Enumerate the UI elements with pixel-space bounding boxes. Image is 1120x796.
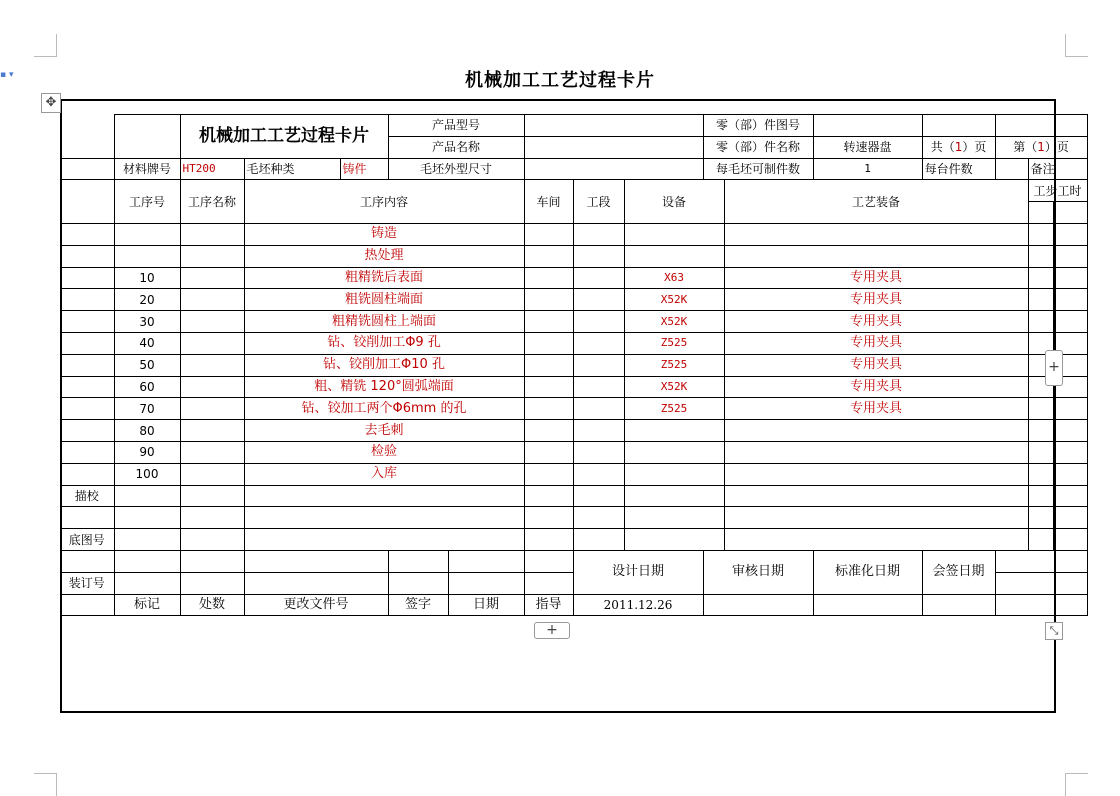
- margin-cell: [60, 550, 114, 572]
- empty-cell[interactable]: [114, 507, 180, 529]
- op-section[interactable]: [573, 332, 624, 354]
- margin-cell: [60, 594, 114, 616]
- op-tooling[interactable]: [724, 223, 1028, 245]
- empty-cell[interactable]: [114, 572, 180, 594]
- page-corner-mark: [1065, 34, 1088, 57]
- table-row: [60, 420, 1087, 442]
- margin-cell: [60, 332, 114, 354]
- count-label: 处数: [180, 594, 244, 616]
- op-tooling[interactable]: 专用夹具: [724, 398, 1028, 420]
- empty-cell[interactable]: [524, 507, 573, 529]
- op-tooling[interactable]: [724, 420, 1028, 442]
- empty-cell[interactable]: [448, 550, 524, 572]
- empty-cell[interactable]: [524, 572, 573, 594]
- op-name[interactable]: [180, 441, 244, 463]
- op-workshop[interactable]: [524, 398, 573, 420]
- remark-label: 备注: [1028, 158, 1087, 180]
- empty-cell[interactable]: [524, 550, 573, 572]
- col-tooling: 工艺装备: [724, 180, 1028, 224]
- op-tooling[interactable]: [724, 441, 1028, 463]
- op-section[interactable]: [573, 245, 624, 267]
- plus-icon: +: [546, 622, 558, 638]
- empty-cell[interactable]: [1053, 529, 1087, 551]
- add-row-button[interactable]: [534, 622, 570, 639]
- op-tooling[interactable]: 专用夹具: [724, 289, 1028, 311]
- op-time-1[interactable]: [1028, 420, 1053, 442]
- op-time-2[interactable]: [1053, 311, 1087, 333]
- part-drawing-no-value-2[interactable]: [922, 115, 995, 137]
- op-tooling[interactable]: 专用夹具: [724, 267, 1028, 289]
- op-section[interactable]: [573, 311, 624, 333]
- table-row: [60, 398, 1087, 420]
- empty-cell[interactable]: [624, 507, 724, 529]
- op-time-1[interactable]: [1028, 398, 1053, 420]
- op-content[interactable]: 钻、铰削加工Φ9 孔: [244, 332, 524, 354]
- op-time-2[interactable]: [1053, 267, 1087, 289]
- logo-cell: [114, 115, 180, 159]
- op-section[interactable]: [573, 398, 624, 420]
- add-column-button[interactable]: [1045, 350, 1063, 386]
- op-no[interactable]: [114, 223, 180, 245]
- blank-type-value[interactable]: 铸件: [340, 158, 388, 180]
- op-no[interactable]: 100: [114, 463, 180, 485]
- op-workshop[interactable]: [524, 289, 573, 311]
- op-time-2[interactable]: [1053, 223, 1087, 245]
- op-no[interactable]: 30: [114, 311, 180, 333]
- op-section[interactable]: [573, 289, 624, 311]
- op-tooling[interactable]: 专用夹具: [724, 332, 1028, 354]
- op-equipment[interactable]: X63: [624, 267, 724, 289]
- op-content[interactable]: 去毛刺: [244, 420, 524, 442]
- op-section[interactable]: [573, 441, 624, 463]
- op-name[interactable]: [180, 332, 244, 354]
- part-drawing-no-label: 零（部）件图号: [703, 115, 813, 137]
- countersign-date-value[interactable]: [922, 594, 995, 616]
- resize-icon[interactable]: ⤡: [1045, 622, 1063, 640]
- op-workshop[interactable]: [524, 420, 573, 442]
- review-date-label: 审核日期: [703, 550, 813, 594]
- op-workshop[interactable]: [524, 245, 573, 267]
- op-time-1[interactable]: [1028, 245, 1053, 267]
- change-doc-no-label: 更改文件号: [244, 594, 388, 616]
- card-title: 机械加工工艺过程卡片: [180, 115, 388, 159]
- op-no[interactable]: 50: [114, 354, 180, 376]
- op-tooling[interactable]: 专用夹具: [724, 354, 1028, 376]
- op-name[interactable]: [180, 311, 244, 333]
- table-row: [60, 289, 1087, 311]
- op-workshop[interactable]: [524, 463, 573, 485]
- empty-cell[interactable]: [244, 485, 524, 507]
- op-section[interactable]: [573, 420, 624, 442]
- date-label: 日期: [448, 594, 524, 616]
- op-time-2[interactable]: [1053, 420, 1087, 442]
- total-pages: 共（1）页: [922, 136, 995, 158]
- col-equipment: 设备: [624, 180, 724, 224]
- per-blank-label: 每毛坯可制件数: [703, 158, 813, 180]
- op-workshop[interactable]: [524, 376, 573, 398]
- empty-cell[interactable]: [244, 572, 388, 594]
- op-equipment[interactable]: Z525: [624, 354, 724, 376]
- guide-label: 指导: [524, 594, 573, 616]
- op-content[interactable]: 粗、精铣 120°圆弧端面: [244, 376, 524, 398]
- op-workshop[interactable]: [524, 332, 573, 354]
- op-name[interactable]: [180, 420, 244, 442]
- margin-cell: [60, 115, 114, 159]
- op-content[interactable]: 粗铣圆柱端面: [244, 289, 524, 311]
- empty-cell[interactable]: [180, 550, 244, 572]
- op-name[interactable]: [180, 463, 244, 485]
- empty-cell[interactable]: [524, 485, 573, 507]
- product-name-label: 产品名称: [388, 136, 524, 158]
- base-drawing-no-label: 底图号: [60, 529, 114, 551]
- empty-cell[interactable]: [180, 572, 244, 594]
- empty-cell[interactable]: [180, 485, 244, 507]
- op-time-1[interactable]: [1028, 311, 1053, 333]
- empty-cell[interactable]: [1053, 507, 1087, 529]
- op-equipment[interactable]: [624, 420, 724, 442]
- col-workshop: 车间: [524, 180, 573, 224]
- margin-marker-icon: ▪ ▾: [0, 70, 14, 80]
- empty-cell[interactable]: [995, 594, 1087, 616]
- blank-size-label: 毛坯外型尺寸: [388, 158, 524, 180]
- op-equipment[interactable]: Z525: [624, 332, 724, 354]
- op-name[interactable]: [180, 398, 244, 420]
- margin-cell: [60, 311, 114, 333]
- table-row: [60, 267, 1087, 289]
- process-card-table: [60, 114, 1088, 616]
- margin-cell: [60, 267, 114, 289]
- op-tooling[interactable]: 专用夹具: [724, 311, 1028, 333]
- empty-cell[interactable]: [114, 550, 180, 572]
- mark-label: 标记: [114, 594, 180, 616]
- margin-cell: [60, 507, 114, 529]
- page-corner-mark: [34, 34, 57, 57]
- col-op-no: 工序号: [114, 180, 180, 224]
- design-date-label: 设计日期: [573, 550, 703, 594]
- empty-cell[interactable]: [1028, 507, 1053, 529]
- table-row: [60, 223, 1087, 245]
- per-blank-value[interactable]: 1: [813, 158, 922, 180]
- op-tooling[interactable]: [724, 245, 1028, 267]
- op-time-2[interactable]: [1053, 463, 1087, 485]
- empty-cell[interactable]: [995, 572, 1087, 594]
- plus-icon: +: [1048, 359, 1060, 375]
- margin-cell: [60, 398, 114, 420]
- op-content[interactable]: 粗精铣后表面: [244, 267, 524, 289]
- empty-cell[interactable]: [724, 507, 1028, 529]
- margin-cell: [60, 158, 114, 180]
- empty-cell[interactable]: [724, 485, 1028, 507]
- op-equipment[interactable]: X52K: [624, 311, 724, 333]
- op-equipment[interactable]: Z525: [624, 398, 724, 420]
- op-workshop[interactable]: [524, 311, 573, 333]
- op-time-1[interactable]: [1028, 289, 1053, 311]
- table-row: [60, 354, 1087, 376]
- col-op-name: 工序名称: [180, 180, 244, 224]
- op-time-1[interactable]: [1028, 267, 1053, 289]
- empty-cell[interactable]: [244, 550, 388, 572]
- op-name[interactable]: [180, 289, 244, 311]
- table-row: [60, 311, 1087, 333]
- page-title: 机械加工工艺过程卡片: [465, 70, 655, 91]
- empty-cell[interactable]: [724, 529, 1028, 551]
- op-equipment[interactable]: [624, 245, 724, 267]
- material-label: 材料牌号: [114, 158, 180, 180]
- empty-cell[interactable]: [1028, 529, 1053, 551]
- op-equipment[interactable]: X52K: [624, 376, 724, 398]
- op-workshop[interactable]: [524, 441, 573, 463]
- countersign-date-label: 会签日期: [922, 550, 995, 594]
- op-name[interactable]: [180, 354, 244, 376]
- empty-cell[interactable]: [1053, 485, 1087, 507]
- design-date-value[interactable]: 2011.12.26: [573, 594, 703, 616]
- empty-cell[interactable]: [524, 529, 573, 551]
- margin-cell: [60, 354, 114, 376]
- empty-cell[interactable]: [624, 485, 724, 507]
- margin-cell: [60, 245, 114, 267]
- op-content[interactable]: 热处理: [244, 245, 524, 267]
- empty-cell[interactable]: [1028, 485, 1053, 507]
- op-content[interactable]: 入库: [244, 463, 524, 485]
- table-row: [60, 376, 1087, 398]
- op-section[interactable]: [573, 354, 624, 376]
- op-workshop[interactable]: [524, 354, 573, 376]
- op-equipment[interactable]: [624, 441, 724, 463]
- op-tooling[interactable]: 专用夹具: [724, 376, 1028, 398]
- op-no[interactable]: 10: [114, 267, 180, 289]
- op-section[interactable]: [573, 223, 624, 245]
- op-no[interactable]: 70: [114, 398, 180, 420]
- col-op-content: 工序内容: [244, 180, 524, 224]
- op-section[interactable]: [573, 376, 624, 398]
- table-row: [60, 463, 1087, 485]
- per-machine-value[interactable]: [995, 158, 1028, 180]
- part-name-label: 零（部）件名称: [703, 136, 813, 158]
- product-model-value[interactable]: [524, 115, 703, 137]
- standardize-date-label: 标准化日期: [813, 550, 922, 594]
- product-model-label: 产品型号: [388, 115, 524, 137]
- col-section: 工段: [573, 180, 624, 224]
- move-icon[interactable]: ✥: [41, 93, 61, 113]
- table-row: [60, 441, 1087, 463]
- material-value[interactable]: HT200: [180, 158, 244, 180]
- per-machine-label: 每台件数: [922, 158, 995, 180]
- table-row: [60, 332, 1087, 354]
- op-time-2[interactable]: [1053, 289, 1087, 311]
- op-content[interactable]: 钻、铰加工两个Φ6mm 的孔: [244, 398, 524, 420]
- blank-type-label: 毛坯种类: [244, 158, 340, 180]
- op-content[interactable]: 铸造: [244, 223, 524, 245]
- product-name-value[interactable]: [524, 136, 703, 158]
- margin-cell: [60, 289, 114, 311]
- part-drawing-no-value[interactable]: [813, 115, 922, 137]
- op-no[interactable]: 90: [114, 441, 180, 463]
- op-no[interactable]: 80: [114, 420, 180, 442]
- op-equipment[interactable]: [624, 463, 724, 485]
- margin-cell: [60, 376, 114, 398]
- op-content[interactable]: 钻、铰削加工Φ10 孔: [244, 354, 524, 376]
- trace-check-label: 描校: [60, 485, 114, 507]
- empty-cell[interactable]: [244, 507, 524, 529]
- blank-size-value[interactable]: [524, 158, 703, 180]
- margin-cell: [60, 180, 114, 224]
- margin-cell: [60, 463, 114, 485]
- empty-cell[interactable]: [180, 529, 244, 551]
- empty-cell[interactable]: [244, 529, 524, 551]
- op-no[interactable]: 20: [114, 289, 180, 311]
- op-no[interactable]: 40: [114, 332, 180, 354]
- op-time-2[interactable]: [1053, 245, 1087, 267]
- empty-cell[interactable]: [624, 529, 724, 551]
- op-name[interactable]: [180, 267, 244, 289]
- review-date-value[interactable]: [703, 594, 813, 616]
- op-equipment[interactable]: X52K: [624, 289, 724, 311]
- standardize-date-value[interactable]: [813, 594, 922, 616]
- op-section[interactable]: [573, 267, 624, 289]
- op-tooling[interactable]: [724, 463, 1028, 485]
- part-drawing-no-value-3[interactable]: [995, 115, 1087, 137]
- op-no[interactable]: 60: [114, 376, 180, 398]
- op-time-1[interactable]: [1028, 463, 1053, 485]
- empty-cell[interactable]: [180, 507, 244, 529]
- step-time-sub-2: [1053, 202, 1087, 224]
- step-time-sub-1: [1028, 202, 1053, 224]
- op-workshop[interactable]: [524, 223, 573, 245]
- binding-no-label: 装订号: [60, 572, 114, 594]
- col-step-time: 工步工时: [1028, 180, 1087, 202]
- empty-cell[interactable]: [573, 485, 624, 507]
- op-name[interactable]: [180, 223, 244, 245]
- op-equipment[interactable]: [624, 223, 724, 245]
- empty-cell[interactable]: [388, 572, 448, 594]
- empty-cell[interactable]: [114, 529, 180, 551]
- empty-cell[interactable]: [448, 572, 524, 594]
- signature-label: 签字: [388, 594, 448, 616]
- empty-cell[interactable]: [388, 550, 448, 572]
- page-number: 第（1）页: [995, 136, 1087, 158]
- part-name-value[interactable]: 转速器盘: [813, 136, 922, 158]
- op-time-1[interactable]: [1028, 223, 1053, 245]
- table-row: [60, 245, 1087, 267]
- op-name[interactable]: [180, 245, 244, 267]
- op-content[interactable]: 检验: [244, 441, 524, 463]
- op-time-2[interactable]: [1053, 441, 1087, 463]
- margin-cell: [60, 420, 114, 442]
- empty-cell[interactable]: [995, 550, 1087, 572]
- op-no[interactable]: [114, 245, 180, 267]
- op-section[interactable]: [573, 463, 624, 485]
- op-workshop[interactable]: [524, 267, 573, 289]
- empty-cell[interactable]: [573, 529, 624, 551]
- margin-cell: [60, 223, 114, 245]
- op-time-1[interactable]: [1028, 441, 1053, 463]
- op-time-2[interactable]: [1053, 398, 1087, 420]
- empty-cell[interactable]: [114, 485, 180, 507]
- empty-cell[interactable]: [573, 507, 624, 529]
- op-content[interactable]: 粗精铣圆柱上端面: [244, 311, 524, 333]
- op-name[interactable]: [180, 376, 244, 398]
- margin-cell: [60, 441, 114, 463]
